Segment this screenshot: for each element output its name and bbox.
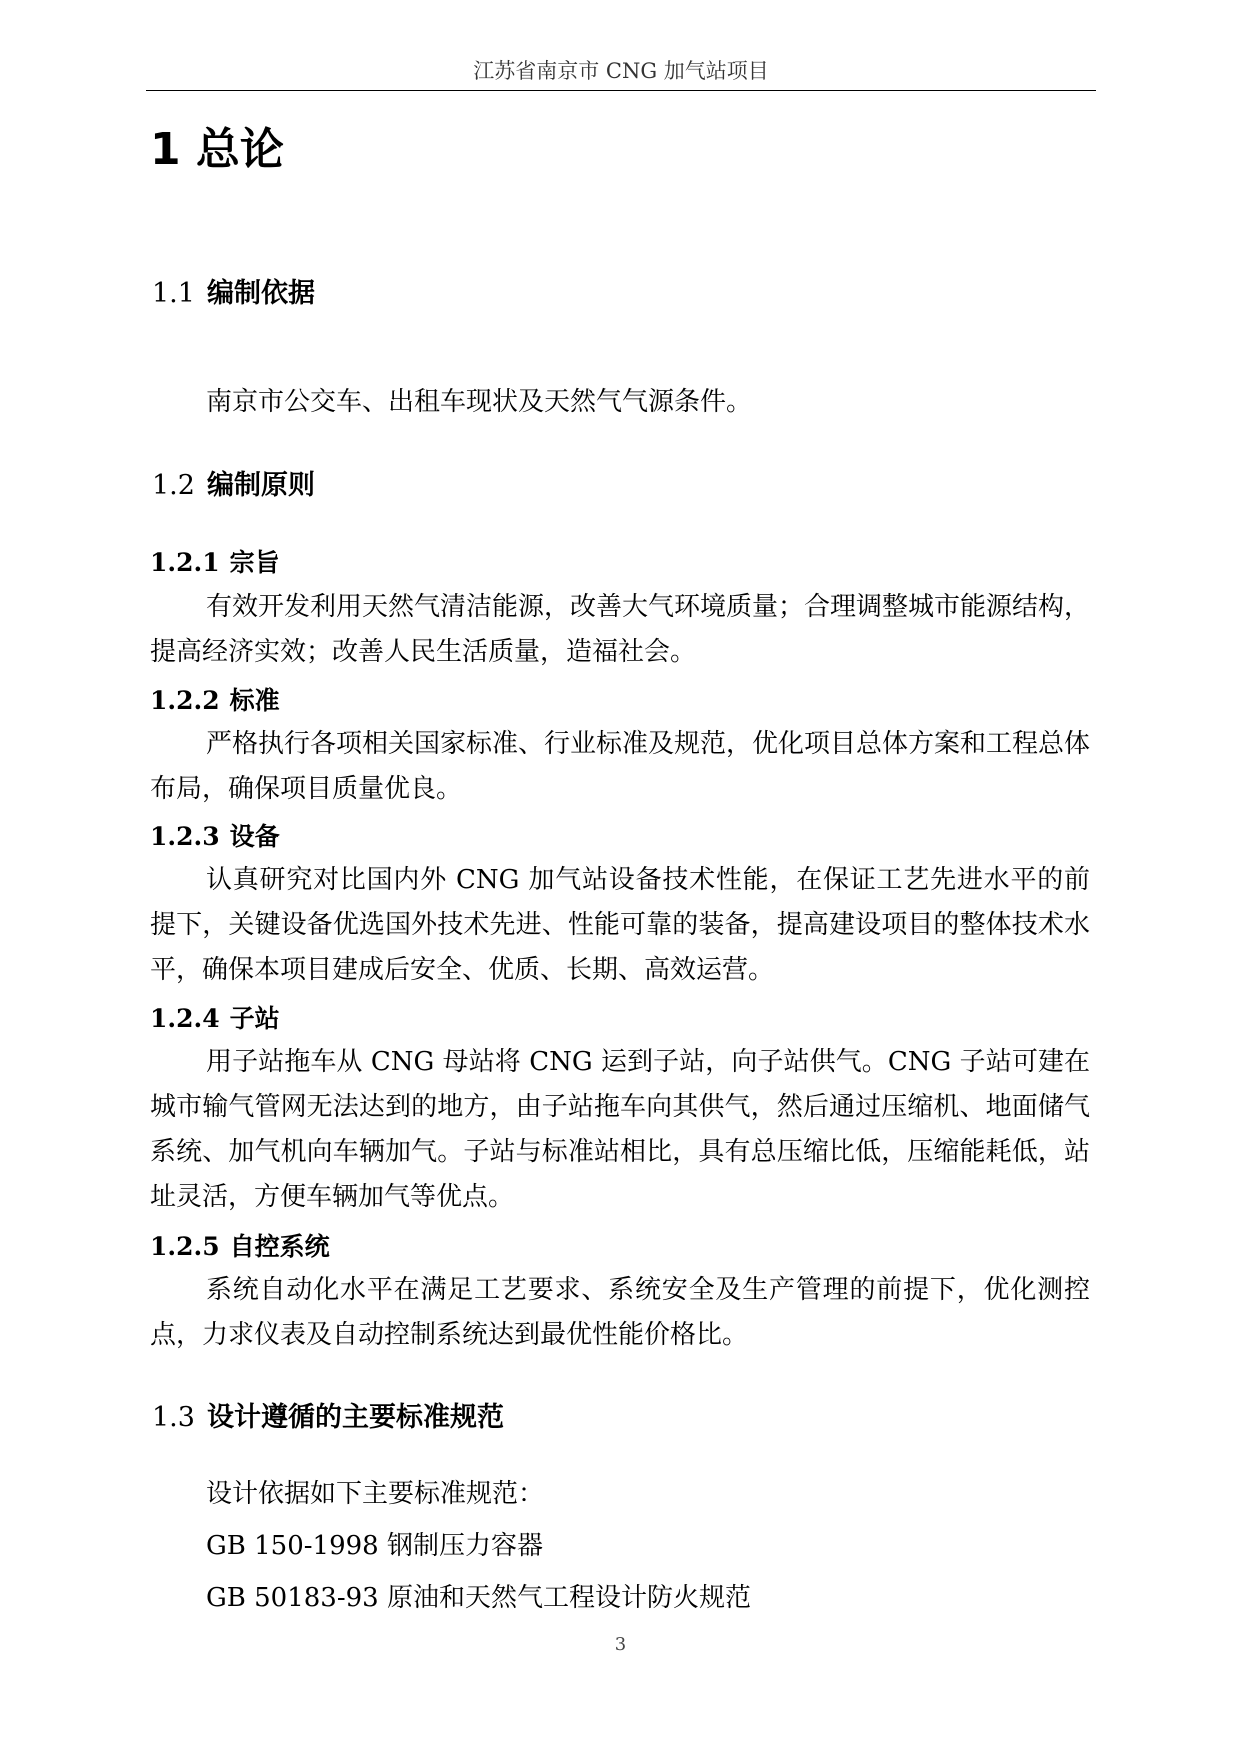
standard-item: GB 50183-93 原油和天然气工程设计防火规范	[206, 1583, 751, 1613]
paragraph-1-2-2: 严格执行各项相关国家标准、行业标准及规范，优化项目总体方案和工程总体布局，确保项目质量优良。	[150, 729, 1091, 804]
page-number: 3	[614, 1634, 627, 1655]
subsection-number: 1.2.3	[150, 822, 220, 851]
section-number: 1.1	[152, 278, 195, 309]
subsection-heading-1-2-1	[150, 544, 280, 582]
paragraph-1-2-3: 认真研究对比国内外 CNG 加气站设备技术性能，在保证工艺先进水平的前提下，关键设备优选国外技术先进、性能可靠的装备，提高建设项目的整体技术水平，确保本项目建成后安全、优质、长期、高效运营。	[150, 865, 1090, 985]
running-header: 江苏省南京市 CNG 加气站项目	[473, 59, 769, 83]
subsection-title: 子站	[229, 1004, 280, 1033]
subsection-title: 标准	[229, 686, 280, 715]
paragraph-1-2-5: 系统自动化水平在满足工艺要求、系统安全及生产管理的前提下，优化测控点，力求仪表及自动控制系统达到最优性能价格比。	[150, 1275, 1090, 1350]
subsection-title: 自控系统	[229, 1232, 330, 1261]
section-title: 编制原则	[206, 470, 315, 501]
section-number: 1.2	[152, 470, 195, 501]
paragraph-1-2-1: 有效开发利用天然气清洁能源，改善大气环境质量；合理调整城市能源结构，提高经济实效；改善人民生活质量，造福社会。	[150, 592, 1091, 667]
subsection-number: 1.2.1	[150, 548, 220, 577]
subsection-number: 1.2.2	[150, 686, 220, 715]
subsection-heading-1-2-3	[150, 818, 280, 856]
paragraph-1-2-4: 用子站拖车从 CNG 母站将 CNG 运到子站，向子站供气。CNG 子站可建在城市输气管网无法达到的地方，由子站拖车向其供气，然后通过压缩机、地面储气系统、加气机向车辆加气。子站与标准站相比，具有总压缩比低，压缩能耗低，站址灵活，方便车辆加气等优点。	[150, 1047, 1090, 1212]
chapter-title: 1 总论	[150, 124, 284, 175]
section-number: 1.3	[152, 1402, 195, 1433]
subsection-title: 宗旨	[229, 548, 280, 577]
section-heading-1-3	[152, 1398, 504, 1438]
subsection-title: 设备	[229, 822, 280, 851]
subsection-heading-1-2-4	[150, 1000, 280, 1038]
subsection-number: 1.2.4	[150, 1004, 220, 1033]
header-divider	[146, 90, 1096, 91]
standard-item: GB 150-1998 钢制压力容器	[206, 1531, 543, 1561]
section-title: 设计遵循的主要标准规范	[206, 1402, 504, 1433]
paragraph-1-1: 南京市公交车、出租车现状及天然气气源条件。	[206, 387, 753, 417]
standards-intro: 设计依据如下主要标准规范：	[206, 1479, 545, 1509]
subsection-heading-1-2-2	[150, 682, 280, 720]
subsection-number: 1.2.5	[150, 1232, 220, 1261]
section-title: 编制依据	[206, 278, 315, 309]
subsection-heading-1-2-5	[150, 1228, 330, 1266]
section-heading-1-1	[152, 274, 315, 314]
section-heading-1-2	[152, 466, 315, 506]
